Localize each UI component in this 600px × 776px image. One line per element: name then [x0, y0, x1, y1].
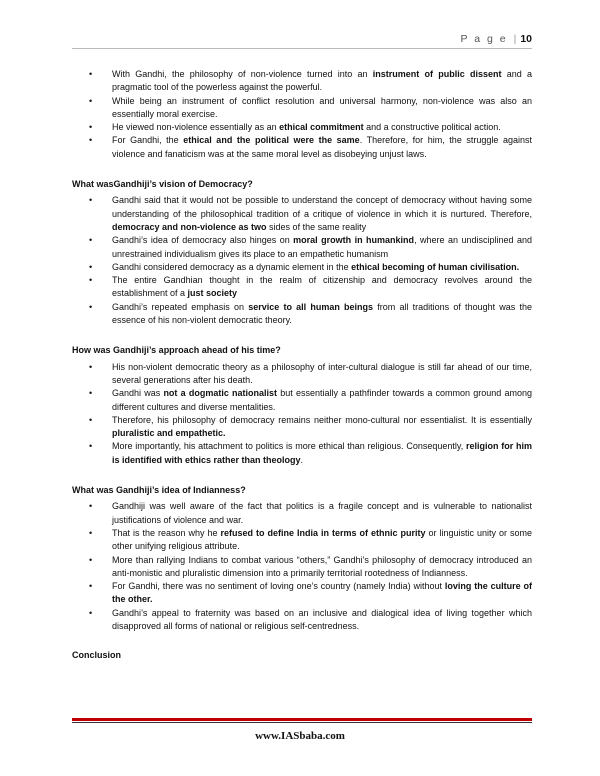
text-segment: and a constructive political action.	[363, 122, 501, 133]
list-item	[112, 274, 532, 301]
text-segment: For Gandhi, the	[112, 135, 184, 146]
text-segment: and a pragmatic tool of the powerless against the powerful.	[112, 69, 532, 93]
page-label: P a g e	[460, 33, 508, 45]
bold-text: refused to define India in terms of ethnic purity	[220, 527, 426, 538]
list-item	[112, 527, 532, 554]
text-segment: More importantly, his attachment to politics is more ethical than religious. Consequently,	[112, 441, 466, 452]
list-item	[112, 580, 532, 607]
text-segment: Gandhi said that it would not be possible to understand the concept of democracy without having some understanding of the philosophical tradition of a critique of violence in which it is nurtured. Therefore,	[112, 195, 532, 219]
bold-text: ethical becoming of human civilisation.	[351, 261, 520, 272]
list-item	[112, 234, 532, 261]
list-item	[112, 387, 532, 414]
intro-list	[72, 68, 532, 161]
list-item	[112, 261, 532, 274]
list-item	[112, 607, 532, 634]
document-body	[72, 68, 532, 663]
list-item	[112, 121, 532, 134]
ahead-list	[72, 361, 532, 467]
text-segment: , where an undisciplined and unrestrained individualism gives its place to an empathetic humanism	[112, 235, 532, 259]
bold-text: pluralistic and empathetic.	[112, 428, 226, 439]
page-separator: |	[513, 33, 517, 45]
list-item	[112, 134, 532, 161]
list-item	[112, 361, 532, 388]
text-segment: Gandhi’s repeated emphasis on	[112, 301, 249, 312]
header-rule	[72, 48, 532, 49]
bold-text: ethical commitment	[279, 122, 364, 133]
ahead-heading: How was Gandhiji’s approach ahead of his time?	[72, 345, 281, 356]
text-segment: . Therefore, for him, the struggle against violence and fanaticism was at the same moral level as disobeying unjust laws.	[112, 135, 532, 159]
text-segment: from all traditions of thought was the essence of his non-violent democratic theory.	[112, 301, 533, 326]
text-segment: Gandhi’s idea of democracy also hinges on	[112, 235, 294, 246]
text-segment: Gandhi was	[112, 388, 164, 399]
footer-website: www.IASbaba.com	[255, 730, 345, 742]
bold-text: loving the culture of the other.	[112, 581, 532, 605]
text-segment: His non-violent democratic theory as a philosophy of inter-cultural dialogue is still far ahead of our time, several generations after his death.	[112, 361, 532, 385]
bold-text: instrument of public dissent	[372, 69, 502, 79]
list-item	[112, 194, 532, 234]
text-segment: He viewed non-violence essentially as an	[112, 122, 280, 133]
bold-text: ethical and the political were the same	[183, 135, 360, 146]
text-segment: Therefore, his philosophy of democracy remains neither mono-cultural nor essentialist. It is essentially	[112, 414, 532, 425]
democracy-heading: What wasGandhiji’s vision of Democracy?	[72, 179, 253, 190]
indianness-heading: What was Gandhiji’s idea of Indianness?	[72, 485, 246, 496]
list-item	[112, 68, 532, 95]
text-segment: For Gandhi, there was no sentiment of loving one’s country (namely India) without	[112, 581, 445, 592]
bold-text: not a dogmatic nationalist	[163, 388, 278, 399]
text-segment: Gandhi considered democracy as a dynamic element in the	[112, 261, 352, 272]
indianness-list	[72, 500, 532, 633]
conclusion-heading: Conclusion	[72, 650, 121, 661]
text-segment: or linguistic unity or some other unifying religious attribute.	[112, 527, 532, 552]
text-segment: That is the reason why he	[112, 527, 221, 538]
list-item	[112, 440, 532, 467]
text-segment: but essentially a pathfinder towards a common ground among different cultures and diverse mentalities.	[112, 388, 532, 412]
bold-text: democracy and non-violence as two	[112, 221, 267, 232]
text-segment: sides of the same reality	[266, 221, 367, 232]
list-item	[112, 95, 532, 122]
list-item	[112, 554, 532, 581]
text-segment: With Gandhi, the philosophy of non-violence turned into an	[112, 69, 373, 79]
footer-rule	[72, 722, 532, 723]
text-segment: More than rallying Indians to combat various “others,” Gandhi’s philosophy of democracy introduced an anti-monistic and pluralistic dimension into a primarily territorial rootedness of Indianness.	[112, 554, 532, 578]
text-segment: Gandhiji was well aware of the fact that politics is a fragile concept and is vulnerable to nationalist justifications of violence and war.	[112, 501, 532, 525]
text-segment: While being an instrument of conflict resolution and universal harmony, non-violence was also an essentially moral exercise.	[112, 95, 532, 119]
text-segment: Gandhi’s appeal to fraternity was based on an inclusive and dialogical idea of living together which disapproved all forms of national or religious self-centredness.	[112, 607, 532, 631]
bold-text: moral growth in humankind	[293, 235, 415, 246]
page-header	[460, 33, 532, 45]
bold-text: service to all human beings	[248, 301, 374, 312]
footer-accent-bar	[72, 718, 532, 721]
page-number: 10	[520, 33, 532, 45]
list-item	[112, 414, 532, 441]
text-segment: .	[300, 454, 304, 465]
text-segment: The entire Gandhian thought in the realm of citizenship and democracy revolves around the establishment of a	[112, 275, 532, 299]
democracy-list	[72, 194, 532, 327]
bold-text: religion for him is identified with ethics rather than theology	[112, 441, 532, 465]
list-item	[112, 500, 532, 527]
bold-text: just society	[187, 288, 238, 299]
list-item	[112, 301, 532, 328]
